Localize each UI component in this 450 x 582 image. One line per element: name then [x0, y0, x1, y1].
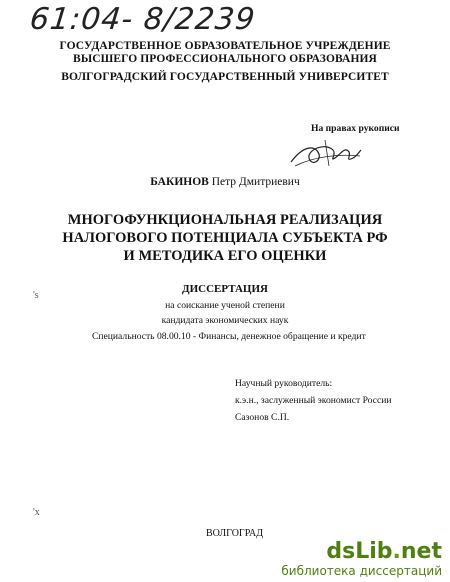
degree-line-1: на соискание ученой степени	[165, 300, 285, 311]
thesis-title-line-3: И МЕТОДИКА ЕГО ОЦЕНКИ	[123, 248, 327, 264]
author-given-names: Петр Дмитриевич	[211, 176, 300, 188]
supervisor-name: Сазонов С.П.	[235, 412, 290, 423]
manuscript-rights-label: На правах рукописи	[311, 123, 400, 134]
header-line-2: ВЫСШЕГО ПРОФЕССИОНАЛЬНОГО ОБРАЗОВАНИЯ	[73, 53, 377, 65]
thesis-title-line-2: НАЛОГОВОГО ПОТЕНЦИАЛА СУБЪЕКТА РФ	[62, 230, 388, 246]
university-name: ВОЛГОГРАДСКИЙ ГОСУДАРСТВЕННЫЙ УНИВЕРСИТЕТ	[61, 71, 389, 83]
watermark-logo	[281, 539, 442, 564]
supervisor-title: к.э.н., заслуженный экономист России	[235, 395, 392, 406]
watermark-brand-left: dsLib	[326, 539, 393, 564]
signature	[285, 136, 365, 172]
margin-mark-top: 's	[33, 290, 39, 301]
specialty-line: Специальность 08.00.10 - Финансы, денежное обращение и кредит	[92, 331, 366, 342]
margin-mark-bottom: 'x	[33, 507, 40, 518]
dissertation-label: ДИССЕРТАЦИЯ	[182, 283, 268, 295]
header-line-1: ГОСУДАРСТВЕННОЕ ОБРАЗОВАТЕЛЬНОЕ УЧРЕЖДЕНИЕ	[59, 40, 391, 52]
watermark-brand-dot: .	[392, 539, 401, 564]
degree-line-2: кандидата экономических наук	[161, 315, 289, 326]
watermark	[277, 537, 446, 580]
watermark-brand-right: net	[400, 539, 442, 564]
thesis-title-line-1: МНОГОФУНКЦИОНАЛЬНАЯ РЕАЛИЗАЦИЯ	[67, 212, 383, 228]
city-label: ВОЛГОГРАД	[206, 528, 264, 539]
supervisor-label: Научный руководитель:	[235, 378, 333, 389]
author-name	[0, 176, 450, 188]
author-surname: БАКИНОВ	[150, 176, 209, 188]
watermark-subtitle: библиотека диссертаций	[281, 564, 442, 578]
archive-stamp-number: 61:04- 8/2239	[28, 2, 258, 37]
